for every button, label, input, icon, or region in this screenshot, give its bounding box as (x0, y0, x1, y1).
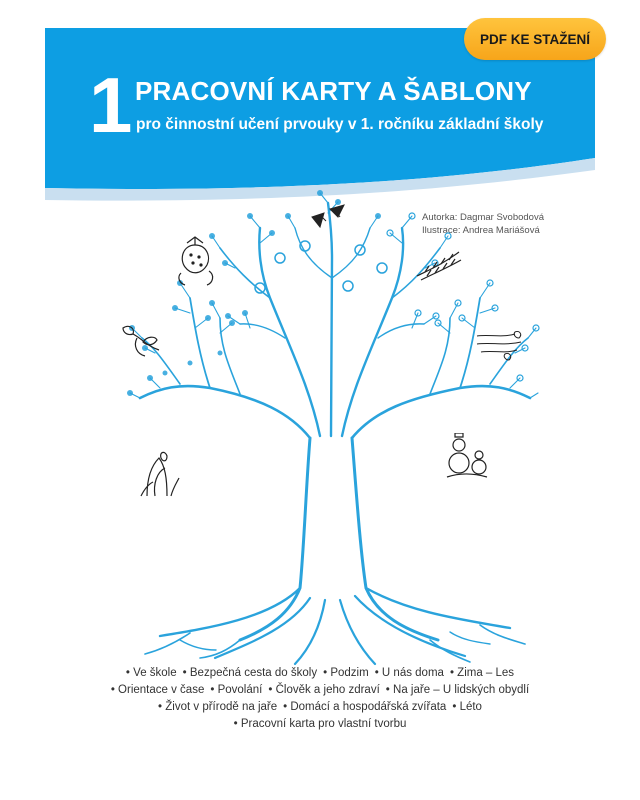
topic-line (45, 716, 595, 733)
topic-item: • Člověk a jeho zdraví (268, 684, 379, 696)
series-number: 1 (89, 61, 131, 149)
swallows-icon (310, 203, 350, 233)
flower-icon (115, 320, 163, 360)
page-subtitle: pro činnostní učení prvouky v 1. ročníku základní školy (136, 116, 544, 133)
topic-item: • Podzim (323, 667, 369, 679)
topic-item: • Pracovní karta pro vlastní tvorbu (234, 718, 407, 730)
topic-list (45, 665, 595, 733)
topic-line (45, 699, 595, 716)
topic-line (45, 665, 595, 682)
page-title: PRACOVNÍ KARTY A ŠABLONY (135, 76, 532, 106)
topic-item: • Povolání (210, 684, 262, 696)
topic-item: • Domácí a hospodářská zvířata (283, 701, 446, 713)
snowdrop-icon (135, 448, 181, 498)
wheat-icon (413, 246, 463, 284)
topic-item: • Orientace v čase (111, 684, 205, 696)
illustrator-credit: Ilustrace: Andrea Mariášová (422, 225, 540, 236)
pdf-download-button[interactable]: PDF KE STAŽENÍ (464, 18, 606, 60)
topic-item: • Léto (452, 701, 482, 713)
book-cover (45, 28, 595, 788)
snowman-icon (445, 433, 489, 479)
topic-item: • Život v přírodě na jaře (158, 701, 277, 713)
topic-item: • Ve škole (126, 667, 177, 679)
topic-item: • U nás doma (375, 667, 444, 679)
topic-line (45, 682, 595, 699)
wind-leaves-icon (475, 328, 525, 362)
topic-item: • Bezpečná cesta do školy (183, 667, 317, 679)
strawberry-icon (173, 233, 218, 288)
topic-item: • Na jaře – U lidských obydlí (386, 684, 529, 696)
topic-item: • Zima – Les (450, 667, 514, 679)
author-credit: Autorka: Dagmar Svobodová (422, 212, 544, 223)
